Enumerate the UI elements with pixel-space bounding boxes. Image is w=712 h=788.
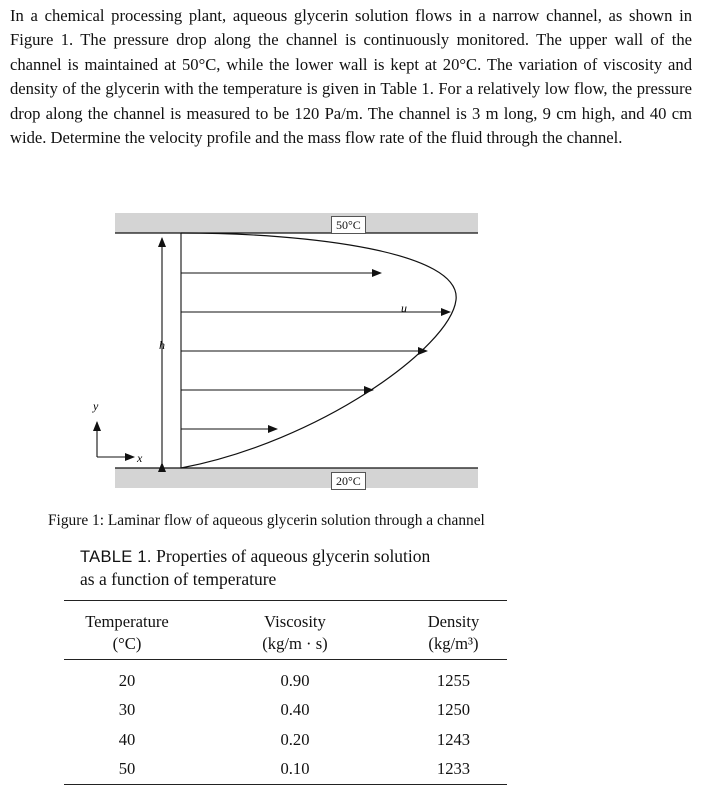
table-number: TABLE 1. <box>80 548 152 566</box>
channel-flow-figure <box>0 196 712 506</box>
table-header-row <box>64 601 507 660</box>
header-viscosity: Viscosity (kg/m · s) <box>262 612 328 653</box>
cell-density: 1250 <box>436 700 471 720</box>
upper-wall <box>115 213 478 233</box>
problem-statement: In a chemical processing plant, aqueous glycerin solution flows in a narrow channel, as shown in Figure 1. The pressure drop along the channel is continuously monitored. The upper wall of the channel is maintained at 50°C, while the lower wall is kept at 20°C. The variation of viscosity and density of the glycerin with the temperature is given in Table 1. For a relatively low flow, the pressure drop along the channel is measured to be 120 Pa/m. The channel is 3 m long, 9 cm high, and 40 cm wide. Determine the velocity profile and the mass flow rate of the fluid through the channel. <box>10 6 692 148</box>
cell-temperature: 40 <box>118 729 136 749</box>
table-row <box>64 660 507 696</box>
cell-temperature: 30 <box>118 700 136 720</box>
table-title <box>80 545 430 590</box>
cell-viscosity: 0.90 <box>280 670 310 690</box>
table-row <box>64 725 507 755</box>
height-label: h <box>159 338 165 352</box>
cell-temperature: 20 <box>118 670 136 690</box>
x-axis-label: x <box>137 451 143 465</box>
table-row <box>64 696 507 726</box>
table-row <box>64 755 507 785</box>
cell-temperature: 50 <box>118 759 136 779</box>
header-temperature: Temperature (°C) <box>85 612 169 653</box>
lower-wall-temperature-label: 20°C <box>331 472 366 490</box>
table-title-line1: Properties of aqueous glycerin solution <box>156 546 431 566</box>
cell-viscosity: 0.40 <box>280 700 310 720</box>
lower-wall <box>115 468 478 488</box>
figure-caption: Figure 1: Laminar flow of aqueous glycerin solution through a channel <box>48 512 485 529</box>
cell-density: 1255 <box>436 670 471 690</box>
properties-table <box>64 600 507 785</box>
velocity-label: u <box>401 301 407 315</box>
y-axis-label: y <box>93 399 99 413</box>
cell-viscosity: 0.10 <box>280 759 310 779</box>
table-title-line2: as a function of temperature <box>80 569 277 589</box>
cell-density: 1233 <box>436 759 471 779</box>
header-density: Density (kg/m³) <box>427 612 480 653</box>
cell-viscosity: 0.20 <box>280 729 310 749</box>
cell-density: 1243 <box>436 729 471 749</box>
channel-diagram <box>0 196 712 506</box>
upper-wall-temperature-label: 50°C <box>331 216 366 234</box>
